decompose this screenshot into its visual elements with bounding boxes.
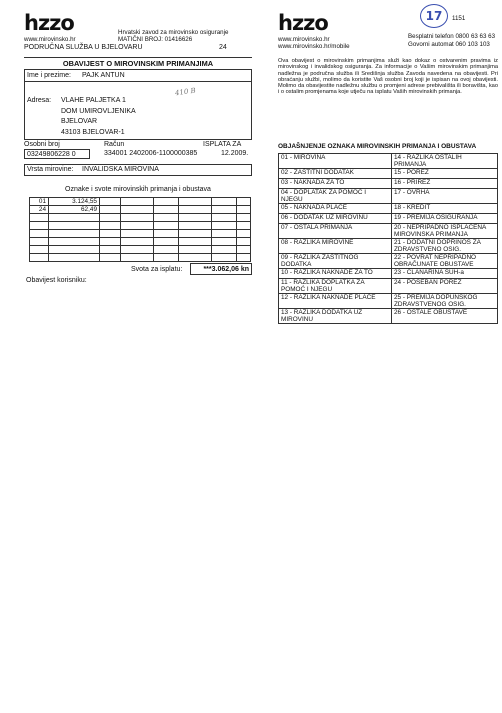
recipient-box bbox=[24, 69, 252, 140]
website-url: www.mirovinsko.hr bbox=[24, 36, 76, 43]
table-row bbox=[30, 206, 251, 214]
address-block bbox=[61, 96, 136, 138]
pension-type-value: INVALIDSKA MIROVINA bbox=[82, 166, 159, 173]
personal-number-value: 03249806228 0 bbox=[24, 149, 90, 159]
table-row bbox=[279, 309, 498, 324]
code-right: 22 - POVRAT NEPRIPADNO OBRAČUNATE OBUSTAVE bbox=[392, 254, 498, 269]
code-left: 09 - RAZLIKA ZAŠTITNOG DODATKA bbox=[279, 254, 392, 269]
address-line: VLAHE PALJETKA 1 bbox=[61, 97, 126, 104]
code-cell: 01 bbox=[30, 198, 49, 206]
code-left: 01 - MIROVINA bbox=[279, 154, 392, 169]
code-left: 11 - RAZLIKA DOPLATKA ZA POMOĆ I NJEGU bbox=[279, 279, 392, 294]
code-left: 10 - RAZLIKA NAKNADE ZA TO bbox=[279, 269, 392, 279]
account-value: 334001 2402006-1100000385 bbox=[104, 150, 198, 157]
code-right: 16 - PRIREZ bbox=[392, 179, 498, 189]
code-left: 06 - DODATAK UZ MIROVINU bbox=[279, 214, 392, 224]
code-right: 23 - ČLANARINA SUH-a bbox=[392, 269, 498, 279]
table-row bbox=[30, 230, 251, 238]
code-left: 07 - OSTALA PRIMANJA bbox=[279, 224, 392, 239]
free-phone: Besplatni telefon 0800 63 63 63 bbox=[408, 33, 496, 40]
codes-title: OBJAŠNJENJE OZNAKA MIROVINSKIH PRIMANJA I OBUSTAVA bbox=[278, 143, 477, 150]
code-left: 03 - NAKNADA ZA TO bbox=[279, 179, 392, 189]
address-line: BJELOVAR bbox=[61, 118, 98, 125]
hzzo-logo-right: hzzo bbox=[278, 11, 328, 35]
table-row bbox=[279, 214, 498, 224]
amounts-table bbox=[29, 197, 251, 262]
code-cell: 24 bbox=[30, 206, 49, 214]
code-right: 26 - OSTALE OBUSTAVE bbox=[392, 309, 498, 324]
code-right: 17 - OVRHA bbox=[392, 189, 498, 204]
code-right: 21 - DODATNI DOPRINOS ZA ZDRAVSTVENO OSIG. bbox=[392, 239, 498, 254]
table-row bbox=[279, 294, 498, 309]
table-row bbox=[279, 279, 498, 294]
name-label: Ime i prezime: bbox=[27, 72, 71, 79]
total-label: Svota za isplatu: bbox=[131, 266, 183, 273]
address-line: 43103 BJELOVAR-1 bbox=[61, 128, 125, 136]
codes-table bbox=[278, 153, 498, 324]
code-left: 04 - DOPLATAK ZA POMOĆ I NJEGU bbox=[279, 189, 392, 204]
table-row bbox=[30, 198, 251, 206]
personal-number-label: Osobni broj bbox=[24, 141, 60, 148]
table-row bbox=[30, 222, 251, 230]
address-label: Adresa: bbox=[27, 97, 52, 104]
table-row bbox=[279, 239, 498, 254]
table-row bbox=[279, 254, 498, 269]
table-row bbox=[279, 169, 498, 179]
payment-period-value: 12.2009. bbox=[221, 150, 249, 157]
institute-name: Hrvatski zavod za mirovinsko osiguranje bbox=[118, 29, 229, 36]
account-label: Račun bbox=[104, 141, 125, 148]
mobile-url: www.mirovinsko.hr/mobile bbox=[278, 43, 350, 50]
code-left: 02 - ZAŠTITNI DODATAK bbox=[279, 169, 392, 179]
code-right: 18 - KREDIT bbox=[392, 204, 498, 214]
table-row bbox=[279, 179, 498, 189]
payment-period-label: ISPLATA ZA bbox=[203, 141, 242, 148]
address-line: DOM UMIROVLJENIKA bbox=[61, 107, 136, 115]
table-row bbox=[30, 214, 251, 222]
amounts-caption: Oznake i svote mirovinskih primanja i obustava bbox=[65, 186, 211, 193]
pension-type-box bbox=[24, 164, 252, 176]
amount-cell: 3.124,55 bbox=[49, 198, 100, 206]
code-right: 20 - NEPRIPADNO ISPLAĆENA MIROVINSKA PRIMANJA bbox=[392, 224, 498, 239]
handwritten-note: 410 B bbox=[174, 86, 197, 98]
table-row bbox=[30, 254, 251, 262]
stamp-number: 17 bbox=[420, 4, 448, 28]
table-row bbox=[279, 204, 498, 214]
name-value: PAJK ANTUN bbox=[82, 72, 125, 79]
amount-cell: 62,49 bbox=[49, 206, 100, 214]
code-left: 12 - RAZLIKA NAKNADE PLAĆE bbox=[279, 294, 392, 309]
code-left: 08 - RAZLIKA MIROVINE bbox=[279, 239, 392, 254]
table-row bbox=[279, 154, 498, 169]
table-row bbox=[279, 189, 498, 204]
table-row bbox=[279, 269, 498, 279]
hzzo-logo: hzzo bbox=[24, 11, 74, 35]
registry-number: MATIČNI BROJ: 01416626 bbox=[118, 36, 193, 43]
total-value: ***3.062,06 kn bbox=[190, 263, 252, 275]
notice-title: OBAVIJEST O MIROVINSKIM PRIMANJIMA bbox=[24, 57, 252, 70]
website-url-right: www.mirovinsko.hr bbox=[278, 36, 330, 43]
code-right: 14 - RAZLIKA OSTALIH PRIMANJA bbox=[392, 154, 498, 169]
branch-number: 24 bbox=[219, 44, 227, 51]
code-right: 24 - POSEBAN POREZ bbox=[392, 279, 498, 294]
voice-automat: Govorni automat 060 103 103 bbox=[408, 41, 490, 48]
table-row bbox=[279, 224, 498, 239]
branch-office: PODRUČNA SLUŽBA U BJELOVARU bbox=[24, 44, 143, 51]
info-paragraph: Ova obavijest o mirovinskim primanjima služi kao dokaz o ostvarenim pravima iz mirovinskog i invalidskog osiguranja. Za informacije o Vašim mirovinskim primanjima nadležna je područna služba ili Središnja služba Zavoda navedena na obavijesti. Pri obraćanju službi, molimo da koristite Vaš osobni broj koji je ispisan na ovoj obavijesti. Molimo da obavijestite nadležnu službu o promjeni adrese prebivališta ili boravišta, kao i o ostalim promjenama koje utječu na isplatu Vaših mirovinskih primanja. bbox=[278, 58, 498, 96]
code-left: 05 - NAKNADA PLAĆE bbox=[279, 204, 392, 214]
pension-type-label: Vrsta mirovine: bbox=[27, 166, 74, 173]
code-right: 19 - PREMIJA OSIGURANJA bbox=[392, 214, 498, 224]
stamp-extra: 1151 bbox=[452, 15, 466, 22]
code-right: 15 - POREZ bbox=[392, 169, 498, 179]
notice-to-beneficiary: Obavijest korisniku: bbox=[26, 277, 87, 284]
table-row bbox=[30, 246, 251, 254]
code-right: 25 - PREMIJA DOPUNSKOG ZDRAVSTVENOG OSIG. bbox=[392, 294, 498, 309]
table-row bbox=[30, 238, 251, 246]
code-left: 13 - RAZLIKA DODATKA UZ MIROVINU bbox=[279, 309, 392, 324]
